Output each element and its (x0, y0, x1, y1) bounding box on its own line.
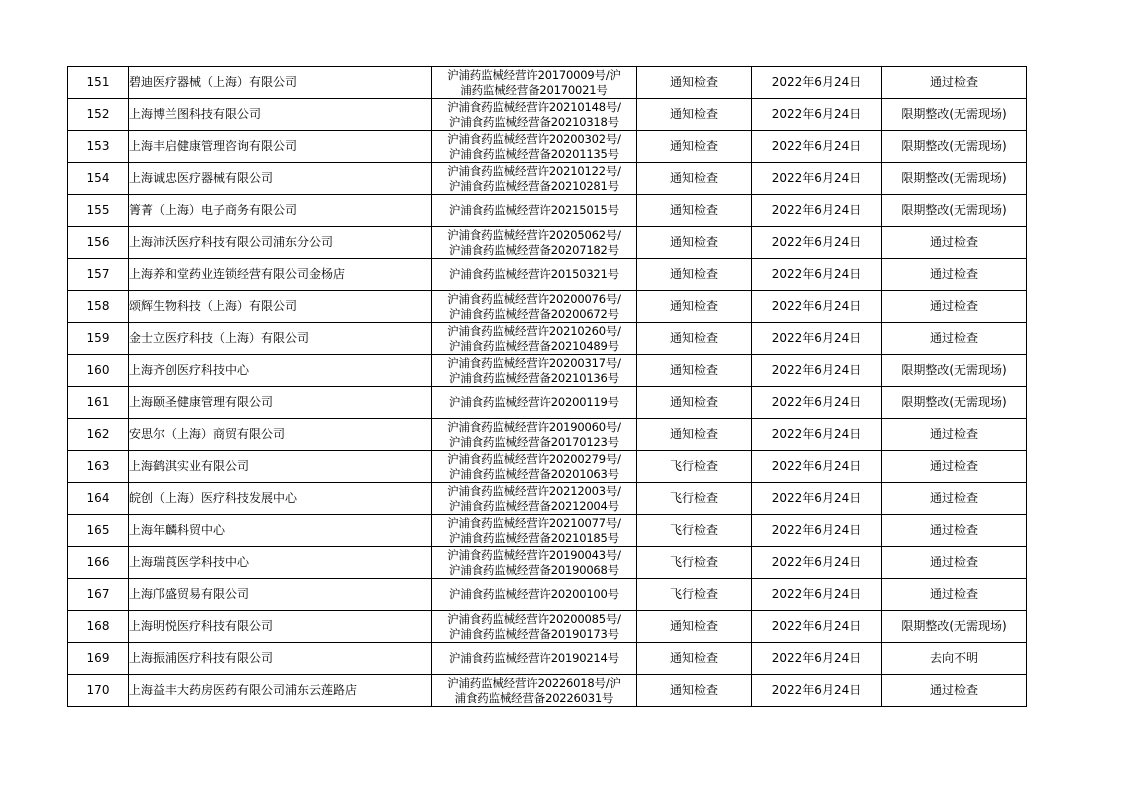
table-row (68, 291, 1027, 323)
row-number-cell: 157 (68, 259, 129, 291)
license-number-cell (432, 227, 637, 259)
license-line: 沪浦食药监械经营许20215015号 (449, 203, 619, 217)
inspection-result-cell: 通过检查 (882, 259, 1027, 291)
license-line: 沪浦药监械经营许20170009号/沪 (447, 67, 621, 82)
table-row (68, 483, 1027, 515)
license-line: 沪浦食药监械经营许20190214号 (449, 651, 619, 665)
table-row (68, 643, 1027, 675)
inspection-date-cell: 2022年6月24日 (752, 419, 882, 451)
company-name-cell: 上海博兰图科技有限公司 (129, 99, 432, 131)
license-line: 沪浦食药监械经营许20200119号 (449, 395, 619, 409)
row-number-cell: 158 (68, 291, 129, 323)
inspection-type-cell: 通知检查 (637, 611, 752, 643)
license-line: 沪浦食药监械经营许20200076号/ (447, 291, 621, 306)
inspection-type-cell: 通知检查 (637, 387, 752, 419)
table-row (68, 131, 1027, 163)
license-number-cell (432, 611, 637, 643)
license-number-cell (432, 291, 637, 323)
license-number-cell (432, 355, 637, 387)
license-line: 沪浦食药监械经营许20210148号/ (447, 99, 621, 114)
license-number-cell (432, 451, 637, 483)
inspection-date-cell: 2022年6月24日 (752, 291, 882, 323)
company-name-cell: 碧迪医疗器械（上海）有限公司 (129, 67, 432, 99)
inspection-result-cell: 限期整改(无需现场) (882, 387, 1027, 419)
inspection-result-cell: 通过检查 (882, 67, 1027, 99)
license-line: 沪浦食药监械经营备20212004号 (449, 498, 619, 513)
license-number-cell (432, 643, 637, 675)
license-line: 沪浦食药监械经营许20190043号/ (447, 547, 621, 562)
table-row (68, 419, 1027, 451)
inspection-type-cell: 通知检查 (637, 131, 752, 163)
license-number-cell (432, 163, 637, 195)
license-line: 沪浦食药监械经营许20205062号/ (447, 227, 621, 242)
license-line: 沪浦食药监械经营许20200085号/ (447, 611, 621, 626)
license-number-cell (432, 67, 637, 99)
license-line: 浦药监械经营备20170021号 (460, 82, 608, 97)
license-line: 沪浦食药监械经营备20200672号 (449, 306, 619, 321)
inspection-type-cell: 飞行检查 (637, 515, 752, 547)
company-name-cell: 安思尔（上海）商贸有限公司 (129, 419, 432, 451)
inspection-result-cell: 限期整改(无需现场) (882, 195, 1027, 227)
inspection-type-cell: 通知检查 (637, 355, 752, 387)
table-row (68, 547, 1027, 579)
company-name-cell: 箐菁（上海）电子商务有限公司 (129, 195, 432, 227)
inspection-result-cell: 通过检查 (882, 419, 1027, 451)
company-name-cell: 上海齐创医疗科技中心 (129, 355, 432, 387)
inspection-type-cell: 通知检查 (637, 419, 752, 451)
inspection-date-cell: 2022年6月24日 (752, 99, 882, 131)
license-line: 沪浦食药监械经营备20190068号 (449, 562, 619, 577)
inspection-date-cell: 2022年6月24日 (752, 67, 882, 99)
row-number-cell: 166 (68, 547, 129, 579)
row-number-cell: 154 (68, 163, 129, 195)
company-name-cell: 上海鹤淇实业有限公司 (129, 451, 432, 483)
company-name-cell: 上海明悦医疗科技有限公司 (129, 611, 432, 643)
inspection-date-cell: 2022年6月24日 (752, 547, 882, 579)
row-number-cell: 159 (68, 323, 129, 355)
inspection-date-cell: 2022年6月24日 (752, 355, 882, 387)
inspection-type-cell: 通知检查 (637, 195, 752, 227)
inspection-result-cell: 通过检查 (882, 323, 1027, 355)
company-name-cell: 上海益丰大药房医药有限公司浦东云莲路店 (129, 675, 432, 707)
table-row (68, 195, 1027, 227)
inspection-type-cell: 通知检查 (637, 67, 752, 99)
inspection-result-cell: 限期整改(无需现场) (882, 99, 1027, 131)
company-name-cell: 上海颐圣健康管理有限公司 (129, 387, 432, 419)
row-number-cell: 153 (68, 131, 129, 163)
inspection-result-cell: 通过检查 (882, 483, 1027, 515)
license-line: 沪浦食药监械经营许20200279号/ (447, 451, 621, 466)
inspection-date-cell: 2022年6月24日 (752, 611, 882, 643)
inspection-date-cell: 2022年6月24日 (752, 323, 882, 355)
license-number-cell (432, 419, 637, 451)
table-row (68, 675, 1027, 707)
row-number-cell: 167 (68, 579, 129, 611)
inspection-date-cell: 2022年6月24日 (752, 227, 882, 259)
inspection-result-cell: 限期整改(无需现场) (882, 355, 1027, 387)
inspection-date-cell: 2022年6月24日 (752, 483, 882, 515)
inspection-result-cell: 通过检查 (882, 227, 1027, 259)
inspection-result-cell: 去向不明 (882, 643, 1027, 675)
license-line: 沪浦食药监械经营许20200302号/ (447, 131, 621, 146)
license-line: 沪浦食药监械经营许20200100号 (449, 587, 619, 601)
inspection-result-cell: 限期整改(无需现场) (882, 163, 1027, 195)
inspection-result-cell: 限期整改(无需现场) (882, 611, 1027, 643)
license-line: 沪浦食药监械经营备20210136号 (449, 370, 619, 385)
row-number-cell: 169 (68, 643, 129, 675)
license-number-cell (432, 259, 637, 291)
inspection-result-cell: 通过检查 (882, 291, 1027, 323)
license-number-cell (432, 483, 637, 515)
company-name-cell: 上海丰启健康管理咨询有限公司 (129, 131, 432, 163)
inspection-result-cell: 通过检查 (882, 451, 1027, 483)
inspection-date-cell: 2022年6月24日 (752, 387, 882, 419)
company-name-cell: 上海养和堂药业连锁经营有限公司金杨店 (129, 259, 432, 291)
license-line: 沪浦食药监械经营许20212003号/ (447, 483, 621, 498)
company-name-cell: 上海年麟科贸中心 (129, 515, 432, 547)
inspection-type-cell: 通知检查 (637, 675, 752, 707)
company-name-cell: 上海振浦医疗科技有限公司 (129, 643, 432, 675)
table-row (68, 99, 1027, 131)
license-number-cell (432, 131, 637, 163)
inspection-type-cell: 飞行检查 (637, 547, 752, 579)
license-line: 沪浦食药监械经营备20210489号 (449, 338, 619, 353)
company-name-cell: 上海诚忠医疗器械有限公司 (129, 163, 432, 195)
row-number-cell: 152 (68, 99, 129, 131)
license-line: 沪浦食药监械经营许20210122号/ (447, 163, 621, 178)
license-number-cell (432, 323, 637, 355)
inspection-date-cell: 2022年6月24日 (752, 579, 882, 611)
inspection-type-cell: 飞行检查 (637, 483, 752, 515)
inspection-date-cell: 2022年6月24日 (752, 195, 882, 227)
inspection-type-cell: 通知检查 (637, 99, 752, 131)
license-line: 沪浦食药监械经营许20150321号 (449, 267, 619, 281)
license-line: 浦食药监械经营备20226031号 (454, 690, 614, 705)
table-row (68, 387, 1027, 419)
table-row (68, 451, 1027, 483)
license-line: 沪浦食药监械经营许20200317号/ (447, 355, 621, 370)
license-line: 沪浦食药监械经营备20210281号 (449, 178, 619, 193)
inspection-type-cell: 飞行检查 (637, 451, 752, 483)
license-number-cell (432, 675, 637, 707)
inspection-result-cell: 通过检查 (882, 675, 1027, 707)
license-line: 沪浦食药监械经营备20210318号 (449, 114, 619, 129)
license-line: 沪浦食药监械经营备20201063号 (449, 466, 619, 481)
table-row (68, 355, 1027, 387)
license-number-cell (432, 547, 637, 579)
table-row (68, 67, 1027, 99)
inspection-date-cell: 2022年6月24日 (752, 131, 882, 163)
row-number-cell: 163 (68, 451, 129, 483)
row-number-cell: 165 (68, 515, 129, 547)
license-line: 沪浦食药监械经营许20210260号/ (447, 323, 621, 338)
company-name-cell: 上海邝盛贸易有限公司 (129, 579, 432, 611)
inspection-result-cell: 通过检查 (882, 547, 1027, 579)
table-row (68, 259, 1027, 291)
row-number-cell: 162 (68, 419, 129, 451)
row-number-cell: 161 (68, 387, 129, 419)
inspection-date-cell: 2022年6月24日 (752, 451, 882, 483)
table-row (68, 611, 1027, 643)
inspection-result-cell: 通过检查 (882, 515, 1027, 547)
table-row (68, 227, 1027, 259)
company-name-cell: 金士立医疗科技（上海）有限公司 (129, 323, 432, 355)
license-line: 沪浦食药监械经营备20170123号 (449, 434, 619, 449)
table-row (68, 163, 1027, 195)
table-row (68, 579, 1027, 611)
company-name-cell: 皖创（上海）医疗科技发展中心 (129, 483, 432, 515)
row-number-cell: 155 (68, 195, 129, 227)
inspection-type-cell: 通知检查 (637, 227, 752, 259)
inspection-date-cell: 2022年6月24日 (752, 163, 882, 195)
row-number-cell: 170 (68, 675, 129, 707)
inspection-type-cell: 通知检查 (637, 163, 752, 195)
row-number-cell: 168 (68, 611, 129, 643)
license-number-cell (432, 579, 637, 611)
table-row (68, 515, 1027, 547)
license-line: 沪浦食药监械经营备20207182号 (449, 242, 619, 257)
row-number-cell: 156 (68, 227, 129, 259)
row-number-cell: 151 (68, 67, 129, 99)
table-row (68, 323, 1027, 355)
company-name-cell: 颂辉生物科技（上海）有限公司 (129, 291, 432, 323)
inspection-result-cell: 通过检查 (882, 579, 1027, 611)
license-number-cell (432, 99, 637, 131)
inspection-type-cell: 通知检查 (637, 643, 752, 675)
inspection-result-cell: 限期整改(无需现场) (882, 131, 1027, 163)
inspection-date-cell: 2022年6月24日 (752, 259, 882, 291)
license-line: 沪浦食药监械经营许20210077号/ (447, 515, 621, 530)
inspection-table (67, 66, 1027, 707)
inspection-type-cell: 通知检查 (637, 259, 752, 291)
inspection-date-cell: 2022年6月24日 (752, 643, 882, 675)
license-line: 沪浦食药监械经营备20190173号 (449, 626, 619, 641)
inspection-date-cell: 2022年6月24日 (752, 515, 882, 547)
company-name-cell: 上海沛沃医疗科技有限公司浦东分公司 (129, 227, 432, 259)
company-name-cell: 上海瑞莨医学科技中心 (129, 547, 432, 579)
inspection-type-cell: 通知检查 (637, 291, 752, 323)
inspection-type-cell: 通知检查 (637, 323, 752, 355)
license-line: 沪浦食药监械经营备20201135号 (449, 146, 619, 161)
inspection-type-cell: 飞行检查 (637, 579, 752, 611)
row-number-cell: 164 (68, 483, 129, 515)
license-number-cell (432, 515, 637, 547)
license-line: 沪浦食药监械经营许20190060号/ (447, 419, 621, 434)
license-number-cell (432, 387, 637, 419)
license-number-cell (432, 195, 637, 227)
license-line: 沪浦食药监械经营备20210185号 (449, 530, 619, 545)
license-line: 沪浦药监械经营许20226018号/沪 (447, 675, 621, 690)
row-number-cell: 160 (68, 355, 129, 387)
inspection-date-cell: 2022年6月24日 (752, 675, 882, 707)
